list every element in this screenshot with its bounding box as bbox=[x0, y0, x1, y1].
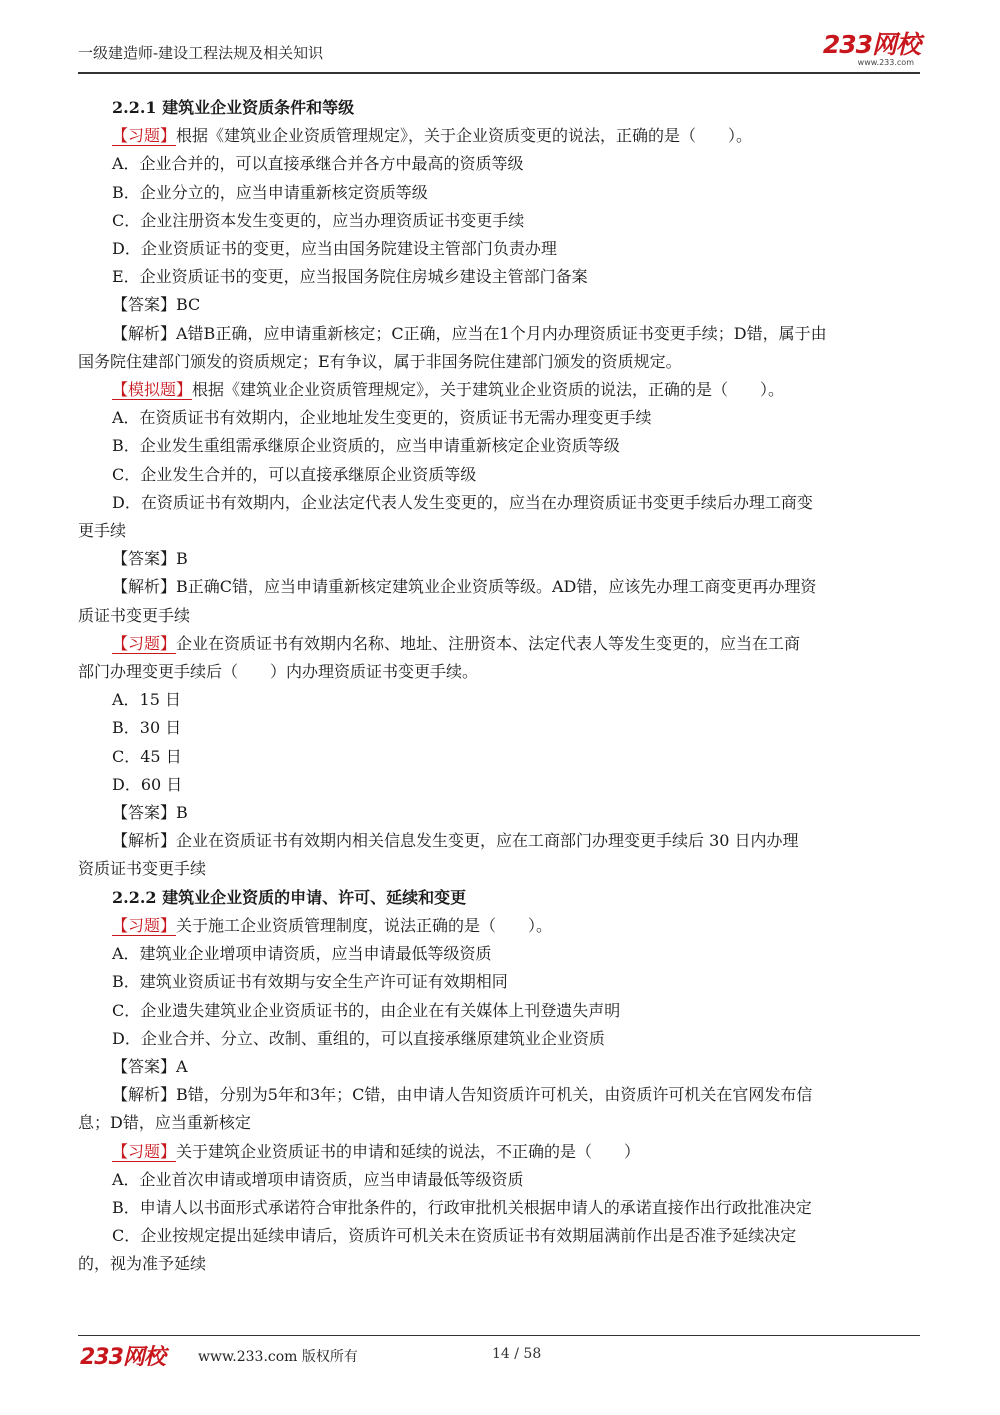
footer-divider bbox=[78, 1335, 920, 1336]
text-line: B．申请人以书面形式承诺符合审批条件的，行政审批机关根据申请人的承诺直接作出行政批准决定 bbox=[112, 1197, 812, 1217]
question-tag: 【习题】 bbox=[112, 915, 177, 935]
section-heading: 2.2.1 建筑业企业资质条件和等级 bbox=[112, 98, 355, 117]
question-text: 根据《建筑业企业资质管理规定》，关于建筑业企业资质的说法，正确的是（ ）。 bbox=[192, 380, 785, 400]
footer-copyright: www.233.com 版权所有 bbox=[198, 1349, 358, 1365]
question-text: 企业在资质证书有效期内名称、地址、注册资本、法定代表人等发生变更的，应当在工商 bbox=[176, 633, 801, 653]
text-line: C．企业按规定提出延续申请后，资质许可机关未在资质证书有效期届满前作出是否准予延续决定 bbox=[112, 1226, 797, 1246]
text-line: 【答案】B bbox=[112, 549, 188, 569]
question-line bbox=[78, 1138, 924, 1166]
brand-logo bbox=[823, 32, 920, 67]
continuation-line: 质证书变更手续 bbox=[78, 605, 191, 625]
text-line: D．在资质证书有效期内，企业法定代表人发生变更的，应当在办理资质证书变更手续后办理工商变 bbox=[112, 492, 813, 512]
header-title: 一级建造师-建设工程法规及相关知识 bbox=[78, 44, 324, 62]
text-line: A．在资质证书有效期内，企业地址发生变更的，资质证书无需办理变更手续 bbox=[112, 408, 652, 428]
question-text: 关于建筑企业资质证书的申请和延续的说法，不正确的是（ ） bbox=[176, 1141, 641, 1161]
logo-text: 233网校 bbox=[822, 30, 920, 59]
page-header bbox=[78, 30, 920, 74]
header-divider bbox=[78, 72, 920, 74]
text-line: D．60 日 bbox=[112, 774, 183, 794]
question-tag: 【习题】 bbox=[112, 1141, 177, 1161]
section-heading: 2.2.2 建筑业企业资质的申请、许可、延续和变更 bbox=[112, 887, 467, 907]
question-tag: 【习题】 bbox=[112, 126, 177, 146]
text-line: B．30 日 bbox=[112, 718, 182, 738]
question-tag: 【习题】 bbox=[112, 633, 177, 653]
continuation-line: 国务院住建部门颁发的资质规定；E有争议，属于非国务院住建部门颁发的资质规定。 bbox=[78, 351, 682, 371]
text-line: 【解析】企业在资质证书有效期内相关信息发生变更，应在工商部门办理变更手续后 30 日内办理 bbox=[112, 831, 799, 851]
text-line: 【解析】B正确C错，应当申请重新核定建筑业企业资质等级。AD错，应该先办理工商变更再办理资 bbox=[112, 577, 817, 597]
text-line: B．建筑业资质证书有效期与安全生产许可证有效期相同 bbox=[112, 972, 508, 992]
text-line: A．建筑业企业增项申请资质，应当申请最低等级资质 bbox=[112, 944, 492, 964]
question-text: 关于施工企业资质管理制度，说法正确的是（ ）。 bbox=[176, 915, 553, 935]
text-line: A．企业首次申请或增项申请资质，应当申请最低等级资质 bbox=[112, 1169, 524, 1189]
text-line: 【解析】A错B正确，应申请重新核定；C正确，应当在1个月内办理资质证书变更手续；D错，属于由 bbox=[112, 323, 827, 343]
continuation-line: 资质证书变更手续 bbox=[78, 859, 207, 879]
question-text: 根据《建筑业企业资质管理规定》，关于企业资质变更的说法，正确的是（ ）。 bbox=[176, 126, 753, 146]
question-line bbox=[78, 122, 924, 150]
text-line: 【答案】B bbox=[112, 803, 188, 823]
document-body bbox=[78, 94, 924, 1279]
question-line bbox=[78, 630, 924, 658]
text-line: C．企业遗失建筑业企业资质证书的，由企业在有关媒体上刊登遗失声明 bbox=[112, 1000, 621, 1020]
page-number: 14 / 58 bbox=[492, 1346, 542, 1362]
text-line: C．企业注册资本发生变更的，应当办理资质证书变更手续 bbox=[112, 210, 525, 230]
text-line: B．企业分立的，应当申请重新核定资质等级 bbox=[112, 182, 428, 202]
text-line: B．企业发生重组需承继原企业资质的，应当申请重新核定企业资质等级 bbox=[112, 436, 620, 456]
continuation-line: 更手续 bbox=[78, 521, 127, 541]
text-line: A．15 日 bbox=[112, 690, 182, 710]
text-line: D．企业合并、分立、改制、重组的，可以直接承继原建筑业企业资质 bbox=[112, 1028, 605, 1048]
text-line: D．企业资质证书的变更，应当由国务院建设主管部门负责办理 bbox=[112, 239, 557, 259]
text-line: C．45 日 bbox=[112, 746, 182, 766]
text-line: 【答案】A bbox=[112, 1056, 188, 1076]
text-line: 【答案】BC bbox=[112, 295, 201, 315]
question-tag: 【模拟题】 bbox=[112, 380, 193, 400]
question-line bbox=[78, 376, 924, 404]
question-line bbox=[78, 912, 924, 940]
text-line: C．企业发生合并的，可以直接承继原企业资质等级 bbox=[112, 464, 477, 484]
continuation-line: 部门办理变更手续后（ ）内办理资质证书变更手续。 bbox=[78, 662, 479, 682]
logo-url: www.233.com bbox=[857, 58, 914, 67]
text-line: 【解析】B错，分别为5年和3年；C错，由申请人告知资质许可机关，由资质许可机关在官网发布信 bbox=[112, 1085, 813, 1105]
footer-logo: 233网校 bbox=[80, 1345, 165, 1370]
text-line: A．企业合并的，可以直接承继合并各方中最高的资质等级 bbox=[112, 154, 524, 174]
text-line: E．企业资质证书的变更，应当报国务院住房城乡建设主管部门备案 bbox=[112, 267, 588, 287]
continuation-line: 的，视为准予延续 bbox=[78, 1254, 207, 1274]
continuation-line: 息；D错，应当重新核定 bbox=[78, 1113, 251, 1133]
